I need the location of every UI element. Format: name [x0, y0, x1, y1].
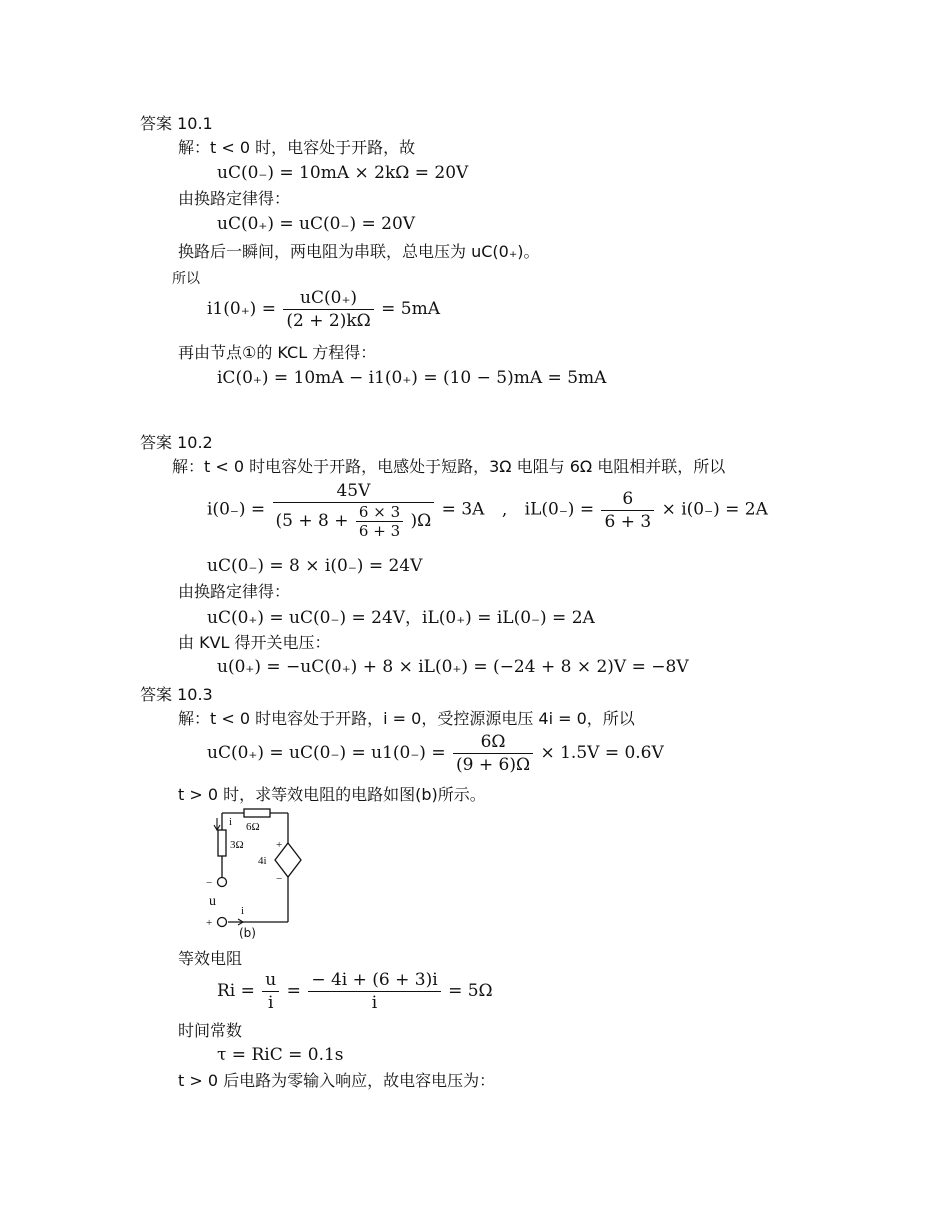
rhs: × i(0₋) = 2A	[661, 499, 768, 520]
text-line: 由换路定律得：	[178, 582, 291, 601]
resistor-6ohm	[244, 809, 270, 817]
fraction	[262, 970, 279, 1013]
numerator: 45V	[273, 481, 435, 503]
voltage-label: u	[209, 894, 216, 909]
equation: uC(0₊) = uC(0₋) = 24V，iL(0₊) = iL(0₋) = 2A	[207, 608, 595, 628]
denominator: (9 + 6)Ω	[456, 755, 531, 775]
fraction	[453, 732, 533, 775]
denominator: 6 + 3	[604, 511, 652, 532]
rhs: = 5Ω	[448, 981, 493, 1001]
solution-line: 解：t < 0 时电容处于开路，i = 0，受控源源电压 4i = 0，所以	[178, 709, 635, 728]
text-line: 由换路定律得：	[178, 189, 291, 208]
den-part: )Ω	[410, 511, 432, 531]
equation: uC(0₋) = 8 × i(0₋) = 24V	[207, 556, 423, 576]
numerator: 6 × 3	[356, 504, 403, 522]
current-label: i	[229, 816, 233, 828]
rhs: = 3A	[441, 499, 485, 520]
lhs: i1(0₊) =	[207, 299, 276, 319]
equation-fraction	[207, 288, 440, 331]
lhs: uC(0₊) = uC(0₋) = u1(0₋) =	[207, 743, 446, 763]
equation-fraction	[217, 970, 493, 1013]
terminal-minus: −	[206, 877, 213, 889]
solution-line: 解：t < 0 时，电容处于开路，故	[178, 138, 416, 157]
numerator: u	[262, 970, 279, 992]
fraction	[283, 288, 373, 331]
text-line: t > 0 后电路为零输入响应，故电容电压为：	[178, 1071, 496, 1090]
denominator: (2 + 2)kΩ	[286, 311, 371, 331]
lhs: iL(0₋) =	[524, 499, 595, 520]
inner-fraction	[356, 504, 403, 539]
equation: u(0₊) = −uC(0₊) + 8 × iL(0₊) = (−24 + 8 × 2)V = −8V	[217, 657, 689, 677]
text-line: t > 0 时，求等效电阻的电路如图(b)所示。	[178, 785, 486, 804]
circuit-diagram	[203, 808, 303, 943]
source-label: 4i	[258, 855, 267, 867]
section-heading-10-1: 答案 10.1	[140, 114, 213, 133]
text-line: 等效电阻	[178, 949, 243, 968]
r3-label: 3Ω	[230, 839, 244, 851]
arrow-down-icon	[214, 818, 220, 830]
fraction	[273, 481, 435, 539]
equation: uC(0₊) = uC(0₋) = 20V	[217, 214, 416, 234]
numerator: uC(0₊)	[283, 288, 373, 310]
denominator: i	[268, 993, 274, 1013]
r6-label: 6Ω	[246, 821, 260, 833]
resistor-3ohm	[218, 830, 226, 856]
denominator: i	[371, 993, 378, 1013]
terminal-plus: +	[206, 917, 213, 929]
text-line: 再由节点①的 KCL 方程得：	[178, 343, 377, 362]
denominator: 6 + 3	[358, 522, 401, 540]
equation-fraction	[207, 481, 768, 539]
text-line: 换路后一瞬间，两电阻为串联，总电压为 uC(0₊)。	[178, 242, 540, 261]
solution-line: 解：t < 0 时电容处于开路，电感处于短路，3Ω 电阻与 6Ω 电阻相并联，所以	[172, 457, 726, 476]
fraction	[308, 970, 440, 1013]
rhs: = 5mA	[381, 299, 441, 319]
numerator: − 4i + (6 + 3)i	[308, 970, 440, 992]
section-heading-10-2: 答案 10.2	[140, 433, 213, 452]
current-label: i	[241, 905, 245, 917]
text-line: 所以	[172, 271, 200, 287]
equals: =	[286, 981, 301, 1001]
fraction	[601, 489, 654, 532]
equation: uC(0₋) = 10mA × 2kΩ = 20V	[217, 163, 469, 183]
terminal-bottom	[218, 918, 227, 927]
numerator: 6Ω	[453, 732, 533, 754]
text-line: 时间常数	[178, 1021, 243, 1040]
figure-caption: (b)	[239, 926, 256, 940]
equation: iC(0₊) = 10mA − i1(0₊) = (10 − 5)mA = 5mA	[217, 368, 607, 388]
arrow-right-icon	[229, 919, 243, 925]
equation: τ = RiC = 0.1s	[217, 1045, 344, 1065]
text-line: 由 KVL 得开关电压：	[178, 633, 331, 652]
separator: ,	[501, 499, 508, 520]
denominator	[273, 503, 435, 539]
source-minus: −	[276, 873, 283, 885]
section-heading-10-3: 答案 10.3	[140, 685, 213, 704]
den-part: (5 + 8 +	[275, 511, 349, 531]
lhs: i(0₋) =	[207, 499, 266, 520]
source-plus: +	[276, 839, 283, 851]
numerator: 6	[601, 489, 654, 511]
terminal-top	[218, 878, 227, 887]
rhs: × 1.5V = 0.6V	[540, 743, 664, 763]
equation-fraction	[207, 732, 664, 775]
lhs: Ri =	[217, 981, 255, 1001]
